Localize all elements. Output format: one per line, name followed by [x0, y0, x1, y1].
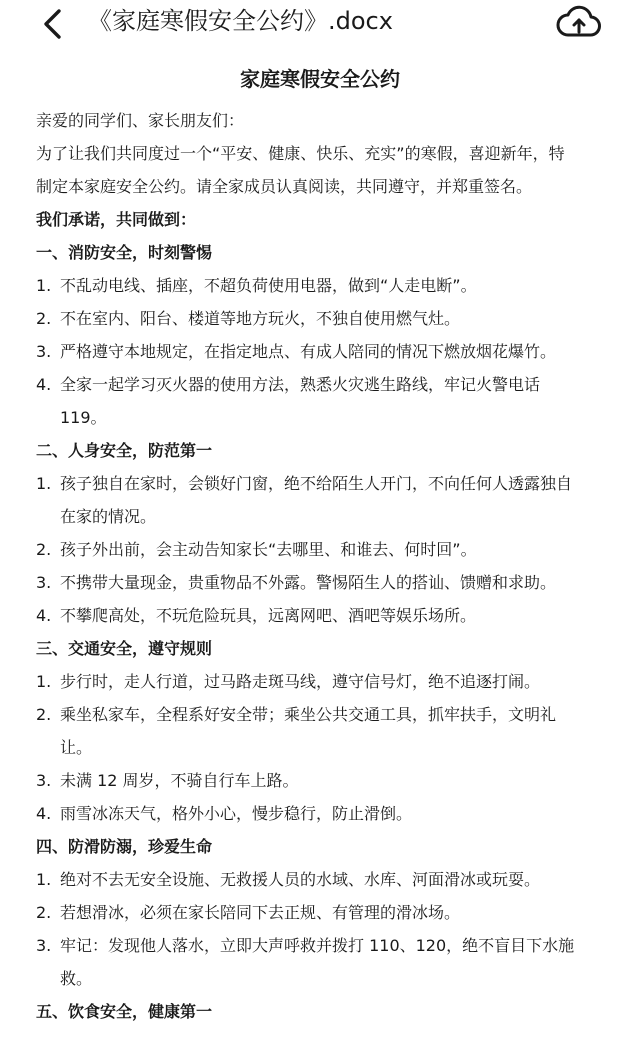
item-number: 4.: [36, 375, 52, 394]
item-number: 2.: [36, 903, 52, 922]
item-number: 3.: [36, 342, 52, 361]
item-number: 1.: [36, 870, 52, 889]
item-number: 3.: [36, 771, 52, 790]
list-item: 雨雪冰冻天气，格外小心，慢步稳行，防止滑倒。: [60, 804, 413, 823]
intro-line-1: 为了让我们共同度过一个“平安、健康、快乐、充实”的寒假，喜迎新年，特: [36, 144, 565, 163]
item-number: 1.: [36, 474, 52, 493]
list-item: 不乱动电线、插座，不超负荷使用电器，做到“人走电断”。: [60, 276, 477, 295]
top-bar: [0, 0, 640, 46]
list-item: 不攀爬高处，不玩危险玩具，远离网吧、酒吧等娱乐场所。: [60, 606, 477, 625]
list-item: 牢记：发现他人落水，立即大声呼救并拨打 110、120，绝不盲目下水施: [60, 936, 575, 955]
section-heading: 四、防滑防溺，珍爱生命: [36, 837, 213, 856]
item-number: 3.: [36, 936, 52, 955]
item-number: 4.: [36, 606, 52, 625]
item-number: 1.: [36, 672, 52, 691]
list-item: 严格遵守本地规定，在指定地点、有成人陪同的情况下燃放烟花爆竹。: [60, 342, 557, 361]
section-heading: 二、人身安全，防范第一: [36, 441, 213, 460]
section-heading: 五、饮食安全，健康第一: [36, 1002, 213, 1021]
item-number: 2.: [36, 540, 52, 559]
list-item-continuation: 119。: [60, 408, 107, 427]
list-item: 孩子独自在家时，会锁好门窗，绝不给陌生人开门，不向任何人透露独自: [60, 474, 573, 493]
document-title: 家庭寒假安全公约: [240, 67, 400, 91]
list-item: 不携带大量现金，贵重物品不外露。警惕陌生人的搭讪、馈赠和求助。: [60, 573, 557, 592]
item-number: 2.: [36, 705, 52, 724]
list-item: 全家一起学习灭火器的使用方法，熟悉火灾逃生路线，牢记火警电话: [60, 375, 541, 394]
section-heading: 三、交通安全，遵守规则: [36, 639, 213, 658]
cloud-upload-button[interactable]: [556, 2, 602, 42]
list-item-continuation: 救。: [60, 969, 93, 988]
list-item: 步行时，走人行道，过马路走斑马线，遵守信号灯，绝不追逐打闹。: [60, 672, 541, 691]
list-item: 绝对不去无安全设施、无救援人员的水域、水库、河面滑冰或玩耍。: [60, 870, 541, 889]
item-number: 1.: [36, 276, 52, 295]
item-number: 3.: [36, 573, 52, 592]
cloud-upload-icon: [556, 2, 602, 42]
section-heading: 一、消防安全，时刻警惕: [36, 243, 213, 262]
list-item-continuation: 让。: [60, 738, 93, 757]
file-name: 《家庭寒假安全公约》.docx: [88, 7, 393, 35]
list-item-continuation: 在家的情况。: [60, 507, 157, 526]
list-item: 不在室内、阳台、楼道等地方玩火，不独自使用燃气灶。: [60, 309, 461, 328]
intro-line-2: 制定本家庭安全公约。请全家成员认真阅读，共同遵守，并郑重签名。: [36, 177, 533, 196]
list-item: 若想滑冰，必须在家长陪同下去正规、有管理的滑冰场。: [60, 903, 461, 922]
pledge-heading: 我们承诺，共同做到：: [36, 210, 197, 229]
back-button[interactable]: [36, 6, 72, 42]
list-item: 乘坐私家车，全程系好安全带；乘坐公共交通工具，抓牢扶手，文明礼: [60, 705, 557, 724]
item-number: 4.: [36, 804, 52, 823]
item-number: 2.: [36, 309, 52, 328]
greeting: 亲爱的同学们、家长朋友们：: [36, 111, 245, 130]
chevron-left-icon: [36, 6, 72, 42]
list-item: 未满 12 周岁，不骑自行车上路。: [60, 771, 299, 790]
list-item: 孩子外出前，会主动告知家长“去哪里、和谁去、何时回”。: [60, 540, 477, 559]
